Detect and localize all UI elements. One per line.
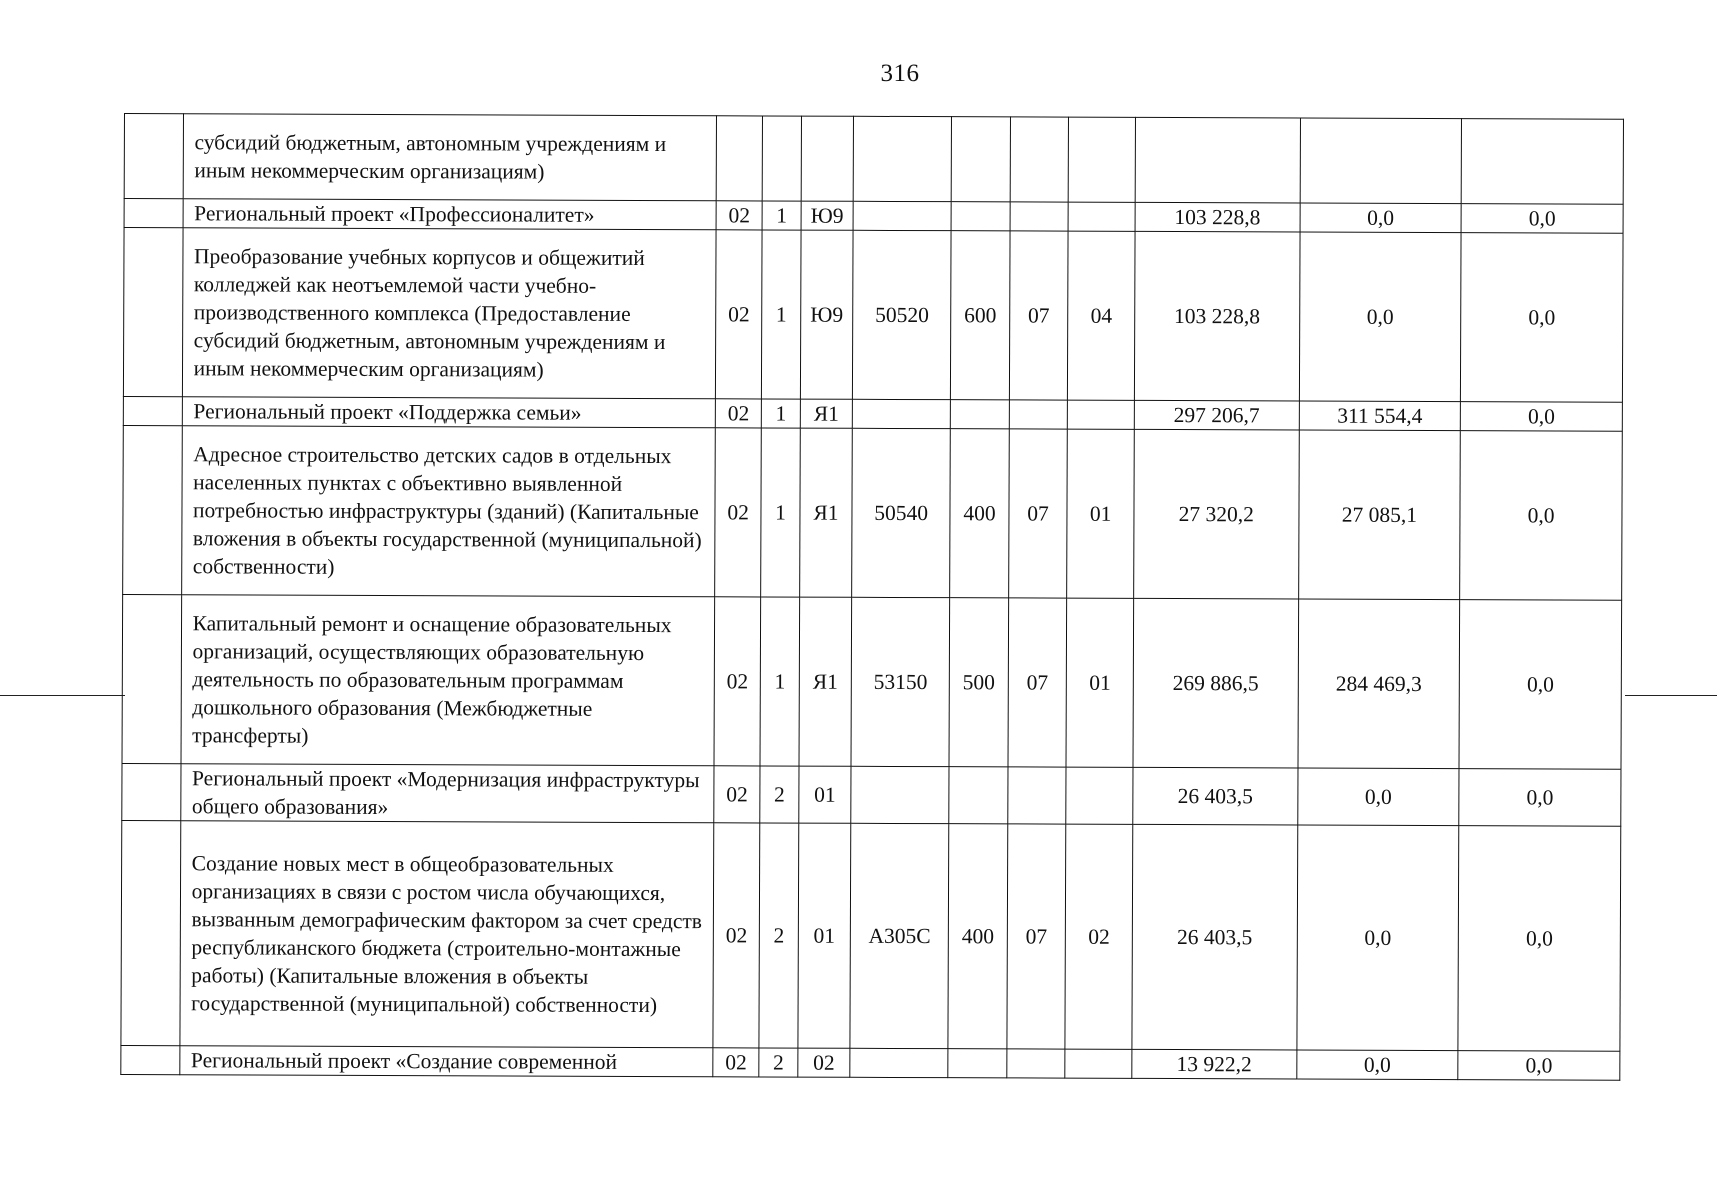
row-index-cell (124, 114, 183, 199)
row-index-cell (123, 228, 182, 397)
amount-year-1 (1135, 117, 1300, 203)
program-code: 02 (715, 230, 762, 399)
table-row (121, 820, 1621, 1051)
amount-year-2: 311 554,4 (1299, 401, 1461, 431)
amount-year-2: 0,0 (1297, 825, 1459, 1051)
amount-year-2: 27 085,1 (1298, 430, 1460, 600)
budget-table (120, 113, 1624, 1081)
subsection-code (1068, 400, 1135, 429)
subprogram-code (763, 116, 802, 201)
table-body (121, 114, 1624, 1081)
page-number: 316 (880, 60, 920, 87)
direction-code: А305С (850, 823, 949, 1048)
row-index-cell (122, 763, 181, 820)
amount-year-2: 0,0 (1297, 768, 1459, 826)
subsection-code (1065, 1049, 1132, 1078)
subprogram-code: 1 (762, 201, 800, 230)
row-index-cell (121, 820, 180, 1045)
row-index-cell (124, 199, 183, 228)
project-code: 01 (798, 823, 851, 1048)
subprogram-code: 1 (761, 428, 800, 597)
expense-type-code: 400 (948, 824, 1007, 1049)
amount-year-2: 0,0 (1300, 203, 1462, 233)
amount-year-1: 13 922,2 (1132, 1049, 1297, 1079)
amount-year-3: 0,0 (1460, 431, 1622, 601)
direction-code (853, 201, 951, 230)
subprogram-code: 1 (760, 597, 799, 766)
table-row (122, 763, 1621, 826)
expense-type-code (951, 202, 1010, 231)
amount-year-1: 26 403,5 (1133, 767, 1298, 825)
section-code: 07 (1009, 231, 1068, 400)
amount-year-1: 103 228,8 (1135, 202, 1300, 232)
direction-code (850, 1048, 948, 1077)
expense-name: Капитальный ремонт и оснащение образовательных организаций, осуществляющих образовательную деятельность по образовательным программам дошкольного образования (Межбюджетные трансферты) (181, 595, 715, 766)
fold-line-left (0, 695, 125, 696)
expense-type-code (948, 1049, 1007, 1078)
direction-code (853, 116, 951, 201)
expense-name: Региональный проект «Профессионалитет» (183, 199, 716, 230)
amount-year-3: 0,0 (1458, 1051, 1620, 1081)
program-code: 02 (713, 1048, 760, 1077)
table-row (123, 228, 1623, 403)
subsection-code: 01 (1066, 598, 1133, 767)
table-row (123, 425, 1623, 600)
subprogram-code: 2 (759, 1048, 797, 1077)
amount-year-3: 0,0 (1459, 600, 1621, 770)
subprogram-code: 2 (760, 766, 799, 823)
amount-year-1: 103 228,8 (1134, 231, 1299, 401)
amount-year-3: 0,0 (1459, 769, 1621, 827)
section-code (1010, 117, 1069, 202)
amount-year-3: 0,0 (1461, 233, 1623, 403)
amount-year-3: 0,0 (1461, 402, 1623, 432)
subsection-code (1068, 202, 1135, 231)
project-code: Я1 (799, 597, 852, 766)
project-code: Ю9 (801, 201, 854, 230)
subsection-code (1069, 117, 1136, 202)
section-code: 07 (1008, 598, 1067, 767)
expense-type-code: 600 (951, 231, 1010, 400)
table-row (124, 114, 1623, 205)
program-code: 02 (714, 597, 761, 766)
subsection-code (1066, 767, 1133, 824)
direction-code: 53150 (851, 597, 950, 766)
expense-type-code (951, 400, 1010, 429)
amount-year-2: 0,0 (1299, 232, 1461, 402)
amount-year-1: 269 886,5 (1133, 598, 1298, 768)
budget-table-container (120, 113, 1624, 1081)
project-code: Ю9 (800, 230, 853, 399)
section-code: 07 (1008, 429, 1067, 598)
direction-code: 50540 (852, 428, 951, 597)
section-code (1008, 767, 1067, 824)
expense-type-code (949, 767, 1008, 824)
expense-type-code: 500 (949, 598, 1008, 767)
amount-year-1: 297 206,7 (1134, 400, 1299, 430)
expense-name: Создание новых мест в общеобразовательных организациях в связи с ростом числа обучающихся, вызванным демографическим фактором за счет средств республиканского бюджета (строительно-монтажные работы) (Капитальные вложения в объекты государственной (муниципальной) собственности) (179, 821, 713, 1048)
expense-name: субсидий бюджетным, автономным учреждениям и иным некоммерческим организациям) (183, 114, 717, 201)
amount-year-3: 0,0 (1458, 826, 1621, 1052)
table-row (122, 594, 1622, 769)
amount-year-1: 26 403,5 (1132, 824, 1298, 1050)
row-index-cell (123, 396, 182, 425)
amount-year-1: 27 320,2 (1134, 429, 1299, 599)
program-code (716, 116, 763, 201)
row-index-cell (123, 425, 182, 594)
section-code (1010, 202, 1069, 231)
expense-name: Региональный проект «Поддержка семьи» (182, 397, 715, 428)
amount-year-2 (1300, 118, 1462, 204)
amount-year-3 (1461, 119, 1623, 205)
direction-code: 50520 (853, 230, 952, 399)
expense-name: Преобразование учебных корпусов и общежитий колледжей как неотъемлемой части учебно-производственного комплекса (Предоставление субсидий бюджетным, автономным учреждениям и иным некоммерческим организациям) (182, 228, 716, 399)
amount-year-2: 284 469,3 (1298, 599, 1460, 769)
direction-code (851, 766, 949, 823)
subsection-code: 02 (1065, 824, 1133, 1049)
project-code: 01 (799, 766, 852, 823)
program-code: 02 (715, 428, 762, 597)
fold-line-right (1625, 695, 1717, 696)
amount-year-2: 0,0 (1296, 1050, 1458, 1080)
expense-type-code: 400 (950, 429, 1009, 598)
program-code: 02 (714, 766, 761, 823)
project-code: Я1 (799, 428, 852, 597)
expense-type-code (951, 117, 1010, 202)
subprogram-code: 2 (759, 823, 798, 1048)
row-index-cell (121, 1045, 180, 1074)
program-code: 02 (713, 823, 760, 1048)
project-code: Я1 (800, 399, 853, 428)
amount-year-3: 0,0 (1461, 204, 1623, 234)
section-code (1007, 1049, 1066, 1078)
subsection-code: 04 (1068, 231, 1135, 400)
project-code (801, 116, 854, 201)
row-index-cell (122, 594, 181, 763)
subprogram-code: 1 (762, 399, 800, 428)
subprogram-code: 1 (762, 230, 801, 399)
expense-name: Адресное строительство детских садов в отдельных населенных пунктах с объективно выявленной потребностью инфраструктуры (зданий) (Капитальные вложения в объекты государственной (муниципальной) собственности) (181, 426, 715, 597)
table-row (121, 1045, 1620, 1080)
section-code: 07 (1007, 824, 1066, 1049)
subsection-code: 01 (1067, 429, 1134, 598)
project-code: 02 (798, 1048, 851, 1077)
program-code: 02 (715, 399, 762, 428)
expense-name: Региональный проект «Модернизация инфраструктуры общего образования» (180, 764, 714, 823)
direction-code (853, 399, 951, 428)
expense-name: Региональный проект «Создание современной (179, 1046, 712, 1077)
program-code: 02 (716, 201, 763, 230)
section-code (1009, 400, 1068, 429)
